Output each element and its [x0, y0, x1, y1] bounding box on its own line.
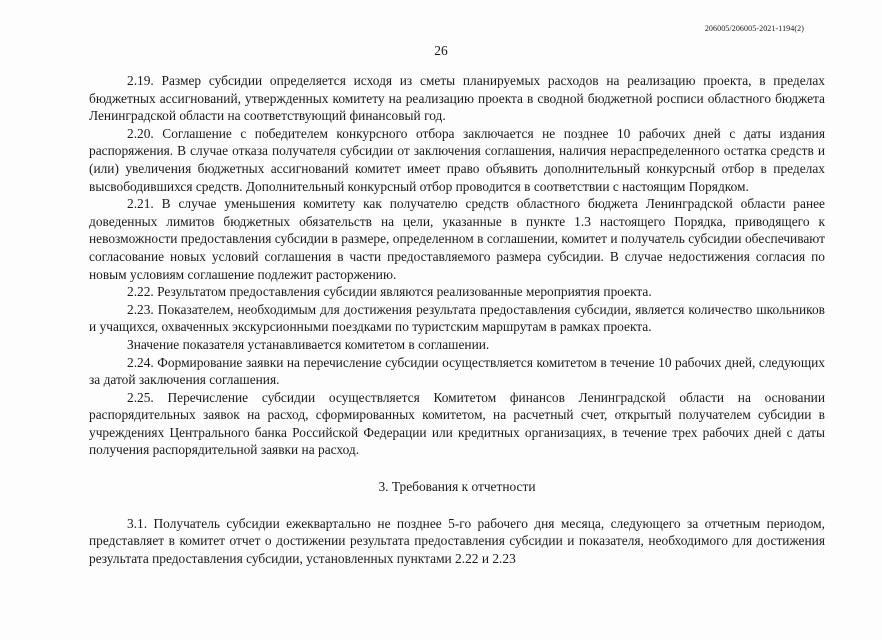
paragraph-2-19: 2.19. Размер субсидии определяется исходя из сметы планируемых расходов на реализацию проекта, в пределах бюджетных ассигнований, утвержденных комитету на реализацию проекта в сводной бюджетной росписи областного бюджета Ленинградской области на соответствующий финансовый год. [89, 73, 825, 124]
paragraph-2-23: 2.23. Показателем, необходимым для достижения результата предоставления субсидии, является количество школьников и учащихся, охваченных экскурсионными поездками по туристским маршрутам в рамках проекта. [89, 301, 825, 335]
paragraph-3-1: 3.1. Получатель субсидии ежеквартально не позднее 5-го рабочего дня месяца, следующего за отчетным периодом, представляет в комитет отчет о достижении результата предоставления субсидии и показателя, необходимого для достижения результата предоставления субсидии, установленных пунктами 2.22 и 2.23 [89, 515, 825, 566]
paragraph-indicator-value: Значение показателя устанавливается комитетом в соглашении. [127, 336, 490, 352]
paragraph-2-25: 2.25. Перечисление субсидии осуществляется Комитетом финансов Ленинградской области на основании распорядительных заявок на расход, сформированных комитетом, на расчетный счет, открытый получателем субсидии в учреждениях Центрального банка Российской Федерации или кредитных организациях, в течение трех рабочих дней с даты получения распорядительной заявки на расход. [89, 389, 825, 458]
paragraph-2-20: 2.20. Соглашение с победителем конкурсного отбора заключается не позднее 10 рабочих дней с даты издания распоряжения. В случае отказа получателя субсидии от заключения соглашения, наличия нераспределенного остатка средств и (или) увеличения бюджетных ассигнований комитет имеет право объявить дополнительный конкурсный отбор в пределах высвободившихся средств. Дополнительный конкурсный отбор проводится в соответствии с настоящим Порядком. [89, 125, 825, 194]
paragraph-2-22: 2.22. Результатом предоставления субсидии являются реализованные мероприятия проекта. [127, 284, 652, 300]
document-id: 206005/206005-2021-1194(2) [704, 24, 804, 33]
document-body [89, 72, 825, 567]
paragraph-2-24: 2.24. Формирование заявки на перечисление субсидии осуществляется комитетом в течение 10 рабочих дней, следующих за датой заключения соглашения. [89, 354, 825, 388]
paragraph-2-21: 2.21. В случае уменьшения комитету как получателю средств областного бюджета Ленинградской области ранее доведенных лимитов бюджетных обязательств на цели, указанные в пункте 1.3 настоящего Порядка, приводящего к невозможности предоставления субсидии в размере, определенном в соглашении, комитет и получатель субсидии обеспечивают согласование новых условий соглашения в части предоставляемого размера субсидии. В случае недостижения согласия по новым условиям соглашение подлежит расторжению. [89, 196, 825, 282]
page-number: 26 [434, 43, 448, 58]
section-heading: 3. Требования к отчетности [378, 479, 536, 495]
